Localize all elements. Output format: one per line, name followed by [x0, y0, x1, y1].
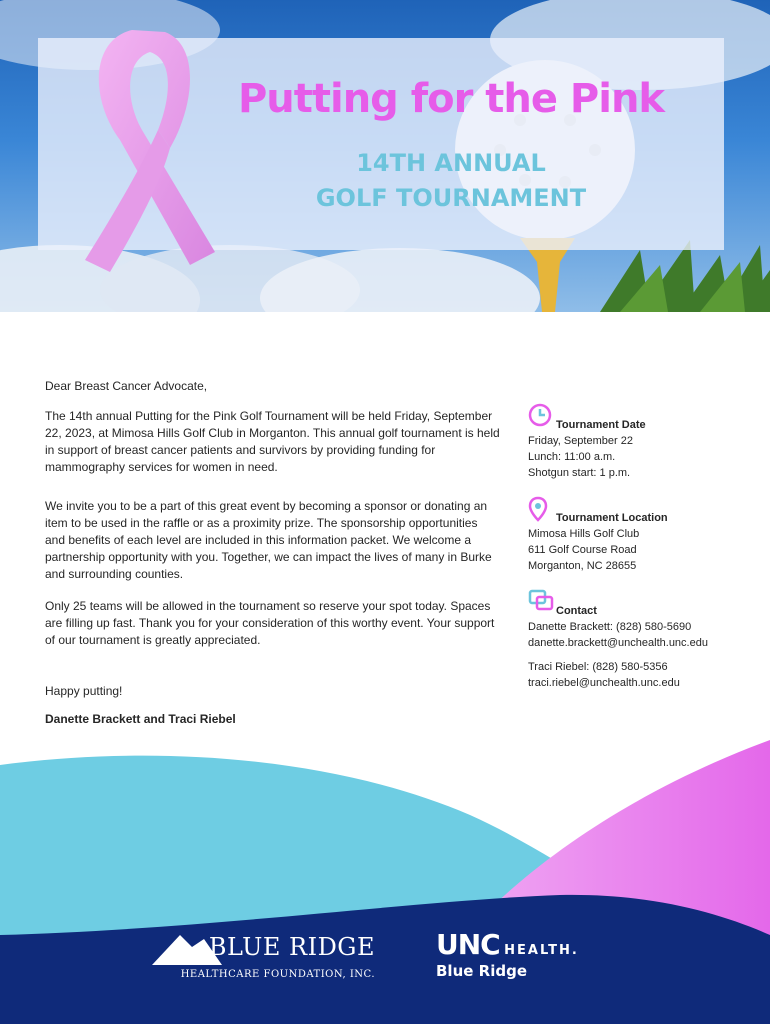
subtitle-line-1: 14TH ANNUAL — [356, 149, 546, 177]
letter-paragraph-2: We invite you to be a part of this great event by becoming a sponsor or donating an item to be used in the raffle or as a proximity prize. The sponsorship opportunities and benefits of each level are included in this information packet. We welcome a partnership opportunity with you. Together, we can impact the lives of many in Burke and surrounding counties. — [45, 499, 492, 581]
subtitle-line-2: GOLF TOURNAMENT — [315, 184, 587, 212]
blue-ridge-foundation-logo — [150, 933, 375, 980]
tournament-location-section — [528, 510, 768, 574]
logo-unc: UNC — [436, 928, 500, 961]
lunch-line: Lunch: 11:00 a.m. — [528, 451, 616, 463]
venue-street: 611 Golf Course Road — [528, 544, 637, 556]
letter-signature: Danette Brackett and Traci Riebel — [45, 712, 236, 726]
page-title: Putting for the Pink — [237, 76, 665, 122]
clock-icon — [528, 403, 552, 427]
tournament-date-section — [528, 417, 768, 481]
footer-waves — [0, 735, 770, 1024]
letter-greeting: Dear Breast Cancer Advocate, — [45, 379, 208, 393]
logo-blue-ridge: Blue Ridge — [436, 962, 527, 980]
letter-closing: Happy putting! — [45, 684, 123, 698]
location-pin-icon — [528, 496, 548, 522]
date-heading: Tournament Date — [556, 419, 646, 431]
contact-1-email[interactable]: danette.brackett@unchealth.unc.edu — [528, 637, 708, 649]
contact-heading: Contact — [556, 605, 597, 617]
footer — [0, 735, 770, 1024]
venue-city: Morganton, NC 28655 — [528, 560, 637, 572]
contact-1-phone: Danette Brackett: (828) 580-5690 — [528, 621, 692, 633]
contact-section — [528, 603, 768, 691]
logo-blue-ridge-name: BLUE RIDGE — [208, 933, 375, 961]
pink-ribbon-icon — [70, 20, 230, 280]
logo-health: HEALTH. — [504, 943, 579, 958]
location-heading: Tournament Location — [556, 512, 668, 524]
date-line: Friday, September 22 — [528, 435, 633, 447]
letter-paragraph-3: Only 25 teams will be allowed in the tournament so reserve your spot today. Spaces are filling up fast. Thank you for your consideration of this worthy event. Your support of our tournament is greatly appreciated. — [45, 599, 495, 647]
contact-2-email[interactable]: traci.riebel@unchealth.unc.edu — [528, 677, 680, 689]
chat-bubbles-icon — [528, 589, 554, 613]
shotgun-line: Shotgun start: 1 p.m. — [528, 467, 631, 479]
hero-banner — [0, 0, 770, 312]
unc-health-logo — [436, 930, 579, 980]
letter-paragraph-1: The 14th annual Putting for the Pink Golf Tournament will be held Friday, September 22, 2023, at Mimosa Hills Golf Club in Morganton. This annual golf tournament is held in support of breast cancer patients and survivors by providing funding for mammography services for women in need. — [45, 409, 500, 474]
venue-name: Mimosa Hills Golf Club — [528, 528, 640, 540]
logo-blue-ridge-sub: HEALTHCARE FOUNDATION, INC. — [180, 969, 375, 980]
contact-2-phone: Traci Riebel: (828) 580-5356 — [528, 661, 668, 673]
